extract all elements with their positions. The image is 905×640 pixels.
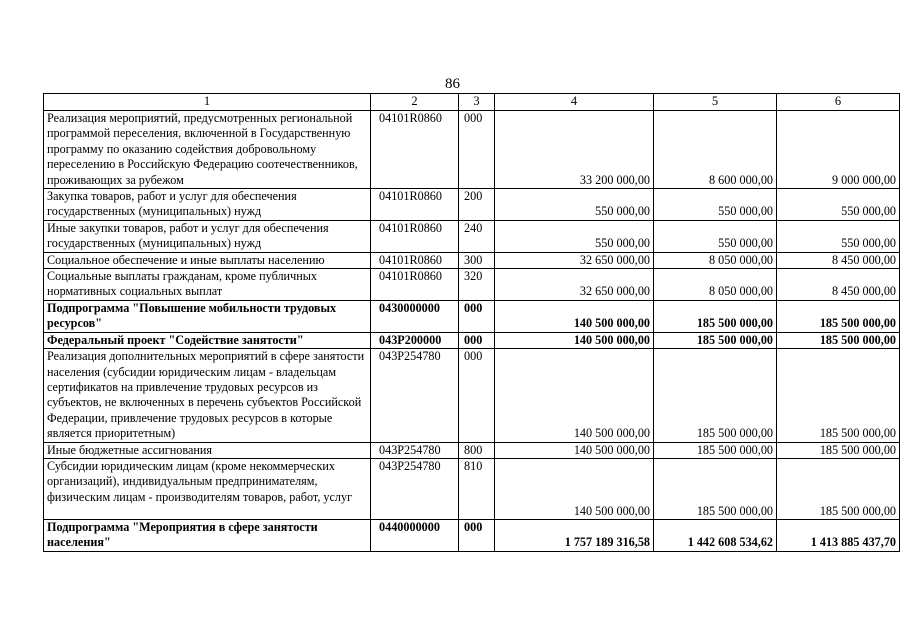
amount-year-3: 550 000,00 xyxy=(777,189,900,221)
table-row xyxy=(44,111,900,189)
amount-year-2: 1 442 608 534,62 xyxy=(654,519,777,551)
amount-year-2: 8 050 000,00 xyxy=(654,269,777,301)
amount-year-2: 550 000,00 xyxy=(654,189,777,221)
row-name-cell: Закупка товаров, работ и услуг для обеспечения государственных (муниципальных) нужд xyxy=(44,189,371,221)
row-name-cell: Иные закупки товаров, работ и услуг для обеспечения государственных (муниципальных) нужд xyxy=(44,220,371,252)
table-row xyxy=(44,189,900,221)
table-row xyxy=(44,349,900,442)
expense-type-code: 810 xyxy=(459,458,495,519)
header-row xyxy=(44,94,900,111)
expense-type-code: 320 xyxy=(459,269,495,301)
amount-year-1: 32 650 000,00 xyxy=(495,252,654,268)
amount-year-2: 550 000,00 xyxy=(654,220,777,252)
expense-type-code: 300 xyxy=(459,252,495,268)
table-row xyxy=(44,252,900,268)
amount-year-2: 185 500 000,00 xyxy=(654,442,777,458)
header-cell: 6 xyxy=(777,94,900,111)
target-article-code: 043P200000 xyxy=(371,332,459,348)
amount-year-1: 140 500 000,00 xyxy=(495,458,654,519)
amount-year-3: 185 500 000,00 xyxy=(777,300,900,332)
row-name-cell: Реализация дополнительных мероприятий в сфере занятости населения (субсидии юридическим лицам - владельцам сертификатов на привлечение трудовых ресурсов из субъектов, не включенных в перечень субъектов Российской Федерации, привлечение трудовых ресурсов в которые является приоритетным) xyxy=(44,349,371,442)
table-row xyxy=(44,458,900,519)
table-row xyxy=(44,300,900,332)
budget-table xyxy=(43,93,900,552)
amount-year-1: 550 000,00 xyxy=(495,189,654,221)
amount-year-1: 32 650 000,00 xyxy=(495,269,654,301)
amount-year-2: 8 050 000,00 xyxy=(654,252,777,268)
amount-year-3: 9 000 000,00 xyxy=(777,111,900,189)
row-name-cell: Субсидии юридическим лицам (кроме некоммерческих организаций), индивидуальным предпринимателям, физическим лицам - производителям товаров, работ, услуг xyxy=(44,458,371,519)
row-name-cell: Подпрограмма "Повышение мобильности трудовых ресурсов" xyxy=(44,300,371,332)
header-cell: 1 xyxy=(44,94,371,111)
row-name-cell: Реализация мероприятий, предусмотренных региональной программой переселения, включенной в Государственную программу по оказанию содействия добровольному переселению в Российскую Федерацию соотечественников, проживающих за рубежом xyxy=(44,111,371,189)
amount-year-2: 185 500 000,00 xyxy=(654,349,777,442)
target-article-code: 04101R0860 xyxy=(371,220,459,252)
table-row xyxy=(44,220,900,252)
amount-year-1: 550 000,00 xyxy=(495,220,654,252)
target-article-code: 043P254780 xyxy=(371,458,459,519)
page-number: 86 xyxy=(445,76,460,92)
amount-year-3: 185 500 000,00 xyxy=(777,349,900,442)
amount-year-1: 140 500 000,00 xyxy=(495,442,654,458)
amount-year-3: 185 500 000,00 xyxy=(777,458,900,519)
amount-year-3: 8 450 000,00 xyxy=(777,252,900,268)
amount-year-1: 140 500 000,00 xyxy=(495,332,654,348)
target-article-code: 043P254780 xyxy=(371,349,459,442)
expense-type-code: 000 xyxy=(459,111,495,189)
table-row xyxy=(44,332,900,348)
row-name-cell: Федеральный проект "Содействие занятости" xyxy=(44,332,371,348)
target-article-code: 04101R0860 xyxy=(371,269,459,301)
table-row xyxy=(44,519,900,551)
row-name-cell: Социальное обеспечение и иные выплаты населению xyxy=(44,252,371,268)
row-name-cell: Иные бюджетные ассигнования xyxy=(44,442,371,458)
target-article-code: 04101R0860 xyxy=(371,189,459,221)
target-article-code: 043P254780 xyxy=(371,442,459,458)
row-name-cell: Социальные выплаты гражданам, кроме публичных нормативных социальных выплат xyxy=(44,269,371,301)
table-row xyxy=(44,269,900,301)
expense-type-code: 000 xyxy=(459,300,495,332)
amount-year-2: 185 500 000,00 xyxy=(654,332,777,348)
expense-type-code: 240 xyxy=(459,220,495,252)
amount-year-3: 8 450 000,00 xyxy=(777,269,900,301)
amount-year-3: 1 413 885 437,70 xyxy=(777,519,900,551)
expense-type-code: 800 xyxy=(459,442,495,458)
amount-year-3: 185 500 000,00 xyxy=(777,332,900,348)
amount-year-1: 140 500 000,00 xyxy=(495,300,654,332)
expense-type-code: 000 xyxy=(459,349,495,442)
amount-year-1: 33 200 000,00 xyxy=(495,111,654,189)
row-name-cell: Подпрограмма "Мероприятия в сфере занятости населения" xyxy=(44,519,371,551)
header-cell: 5 xyxy=(654,94,777,111)
amount-year-2: 8 600 000,00 xyxy=(654,111,777,189)
amount-year-3: 550 000,00 xyxy=(777,220,900,252)
header-cell: 4 xyxy=(495,94,654,111)
header-cell: 3 xyxy=(459,94,495,111)
amount-year-3: 185 500 000,00 xyxy=(777,442,900,458)
amount-year-2: 185 500 000,00 xyxy=(654,458,777,519)
expense-type-code: 200 xyxy=(459,189,495,221)
header-cell: 2 xyxy=(371,94,459,111)
expense-type-code: 000 xyxy=(459,519,495,551)
amount-year-1: 1 757 189 316,58 xyxy=(495,519,654,551)
target-article-code: 0430000000 xyxy=(371,300,459,332)
amount-year-2: 185 500 000,00 xyxy=(654,300,777,332)
target-article-code: 04101R0860 xyxy=(371,252,459,268)
amount-year-1: 140 500 000,00 xyxy=(495,349,654,442)
target-article-code: 0440000000 xyxy=(371,519,459,551)
target-article-code: 04101R0860 xyxy=(371,111,459,189)
expense-type-code: 000 xyxy=(459,332,495,348)
table-row xyxy=(44,442,900,458)
